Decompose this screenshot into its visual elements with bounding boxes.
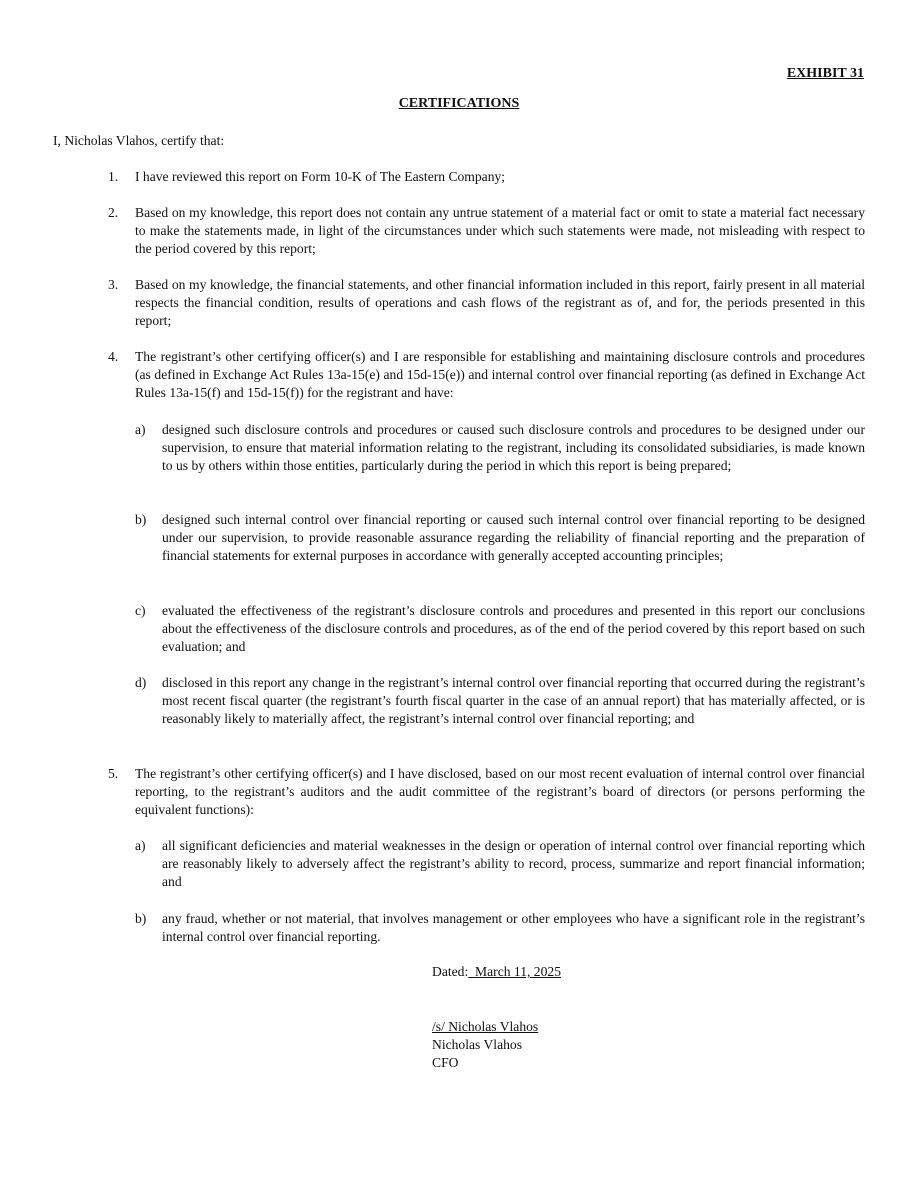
certification-subitem-5b: [135, 910, 865, 946]
subitem-text: designed such internal control over financial reporting or caused such internal control over financial reporting to be designed under our supervision, to provide reasonable assurance regarding the reliability of financial reporting and the preparation of financial statements for external purposes in accordance with generally accepted accounting principles;: [162, 512, 865, 564]
certification-subitem-4c: [135, 602, 865, 657]
item-text: The registrant’s other certifying officer(s) and I have disclosed, based on our most recent evaluation of internal control over financial reporting, to the registrant’s auditors and the audit committee of the registrant’s board of directors (or persons performing the equivalent functions):: [135, 766, 865, 818]
item-number: 4.: [108, 349, 119, 364]
exhibit-label: EXHIBIT 31: [786, 66, 864, 81]
certification-item-5: [108, 765, 865, 820]
item-number: 3.: [108, 277, 119, 292]
subitem-text: all significant deficiencies and material weaknesses in the design or operation of internal control over financial reporting which are reasonably likely to adversely affect the registrant’s ability to record, process, summarize and report financial information; and: [162, 838, 865, 890]
subitem-letter: a): [135, 422, 146, 437]
signature-block: [432, 1018, 538, 1073]
certification-item-1: [108, 168, 865, 186]
certification-item-2: [108, 204, 865, 259]
item-number: 1.: [108, 169, 119, 184]
item-text: I have reviewed this report on Form 10-K of The Eastern Company;: [135, 169, 506, 184]
subitem-text: disclosed in this report any change in the registrant’s internal control over financial reporting that occurred during the registrant’s most recent fiscal quarter (the registrant’s fourth fiscal quarter in the case of an annual report) that has materially affected, or is reasonably likely to materially affect, the registrant’s internal control over financial reporting; and: [162, 675, 865, 727]
intro-statement: I, Nicholas Vlahos, certify that:: [53, 133, 225, 148]
item-number: 2.: [108, 205, 119, 220]
subitem-letter: a): [135, 838, 146, 853]
dated-value: March 11, 2025: [468, 964, 561, 979]
certification-subitem-4d: [135, 674, 865, 729]
page-title: CERTIFICATIONS: [398, 96, 520, 111]
subitem-text: any fraud, whether or not material, that involves management or other employees who have a significant role in the registrant’s internal control over financial reporting.: [162, 911, 865, 945]
item-number: 5.: [108, 766, 119, 781]
certification-item-4: [108, 348, 865, 403]
certification-item-3: [108, 276, 865, 331]
item-text: The registrant’s other certifying officer(s) and I are responsible for establishing and maintaining disclosure controls and procedures (as defined in Exchange Act Rules 13a-15(e) and 15d-15(e)) and internal control over financial reporting (as defined in Exchange Act Rules 13a-15(f) and 15d-15(f)) for the registrant and have:: [135, 349, 865, 401]
subitem-letter: b): [135, 911, 147, 926]
signature-line: /s/ Nicholas Vlahos: [432, 1019, 539, 1034]
item-text: Based on my knowledge, the financial statements, and other financial information included in this report, fairly present in all material respects the financial condition, results of operations and cash flows of the registrant as of, and for, the periods presented in this report;: [135, 277, 865, 329]
item-text: Based on my knowledge, this report does not contain any untrue statement of a material fact or omit to state a material fact necessary to make the statements made, in light of the circumstances under which such statements were made, not misleading with respect to the period covered by this report;: [135, 205, 865, 257]
date-line: [432, 963, 561, 981]
subitem-letter: c): [135, 603, 146, 618]
subitem-letter: b): [135, 512, 147, 527]
subitem-text: evaluated the effectiveness of the registrant’s disclosure controls and procedures and presented in this report our conclusions about the effectiveness of the disclosure controls and procedures, as of the end of the period covered by this report based on such evaluation; and: [162, 603, 865, 655]
subitem-letter: d): [135, 675, 147, 690]
subitem-text: designed such disclosure controls and procedures or caused such disclosure controls and procedures to be designed under our supervision, to ensure that material information relating to the registrant, including its consolidated subsidiaries, is made known to us by others within those entities, particularly during the period in which this report is being prepared;: [162, 422, 865, 474]
certification-subitem-4b: [135, 511, 865, 566]
certification-subitem-4a: [135, 421, 865, 476]
signer-title: CFO: [432, 1055, 459, 1071]
dated-label: Dated:: [432, 964, 469, 979]
certification-subitem-5a: [135, 837, 865, 892]
signer-name: Nicholas Vlahos: [432, 1037, 522, 1053]
